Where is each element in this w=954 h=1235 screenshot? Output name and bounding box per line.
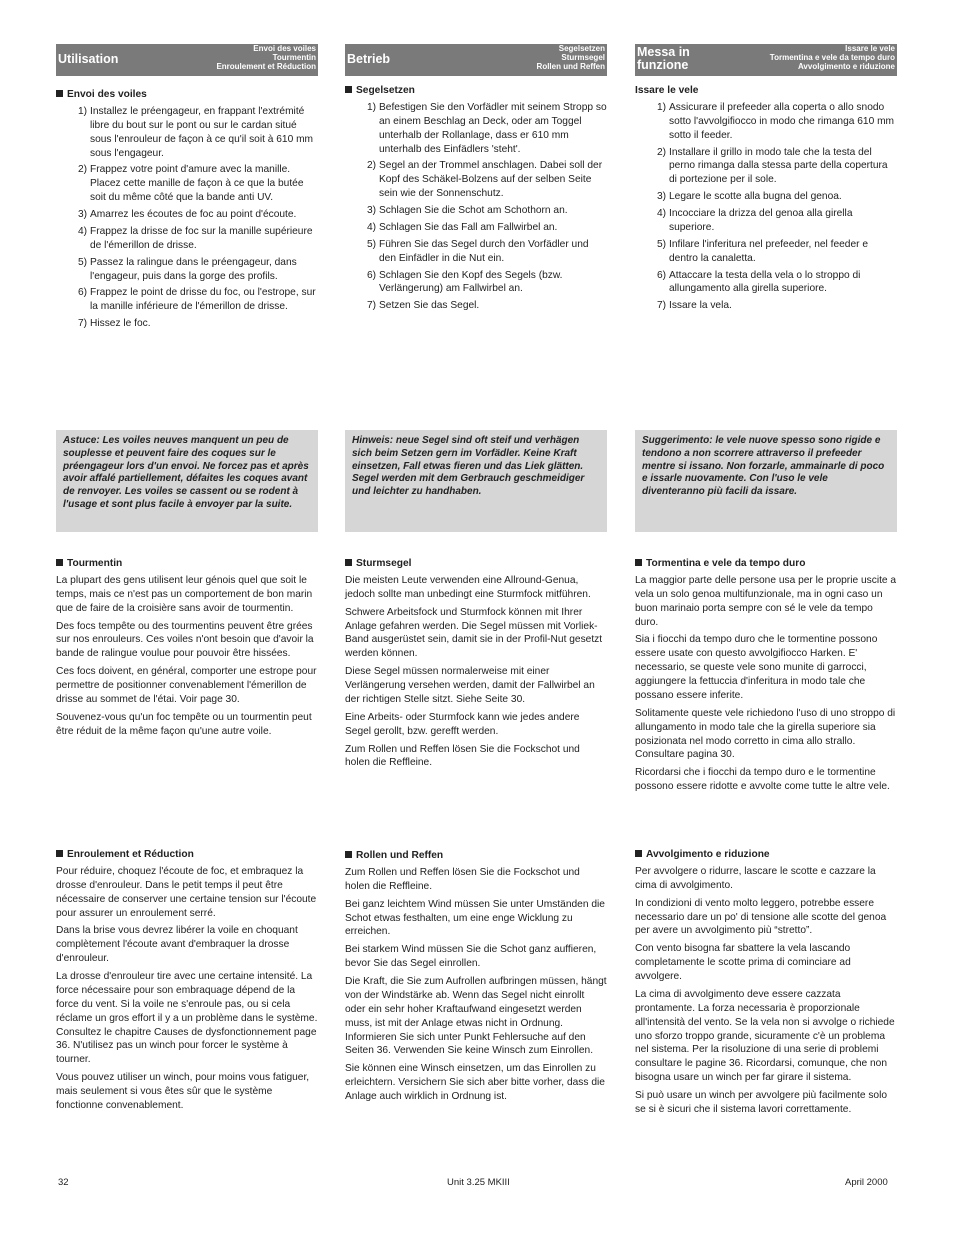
section-storm-sails	[56, 557, 318, 743]
bullet-square-icon	[345, 851, 352, 858]
paragraph: Diese Segel müssen normalerweise mit einer Verlängerung versehen werden, damit der Fallwirbel an der richtigen Stelle sitzt. Siehe Seite 30.	[345, 666, 595, 705]
list-item: 5) Passez la ralingue dans le préengageur, dans l'engageur, puis dans la gorge des profils.	[77, 256, 297, 282]
list-item: 6) Frappez le point de drisse du foc, ou l'estrope, sur la manille inférieure de l'émerillon de drisse.	[77, 287, 316, 313]
section-header-bar	[635, 44, 897, 76]
paragraph: Eine Arbeits- oder Sturmfock kann wie jedes andere Segel gerollt, bzw. gerefft werden.	[345, 711, 580, 737]
header-topic: Avvolgimento e riduzione	[797, 62, 895, 72]
header-topic: Rollen und Reffen	[536, 62, 605, 72]
section-header-bar	[345, 44, 607, 76]
list-item: 2) Installare il grillo in modo tale che la testa del perno rimanga dalla stessa parte della copertura di portezione per il sole.	[656, 146, 888, 186]
list-item: 3) Amarrez les écoutes de foc au point d'écoute.	[77, 209, 297, 220]
steps-list	[56, 105, 318, 331]
paragraph: Si può usare un winch per avvolgere più facilmente solo se si è sicuri che il sistema lavori correttamente.	[635, 1090, 888, 1115]
tip-box: Astuce: Les voiles neuves manquent un peu de souplesse et peuvent faire des coques sur le préengageur lors d'un envoi. Ne forcez pas et après avoir affalé partiellement, défaites les coques avant de renvoyer. Les voiles se cassent ou se rodent à l'usage et sont plus facile à envoyer par la suite.	[56, 430, 318, 532]
tip-box: Hinweis: neue Segel sind oft steif und verhägen sich beim Setzen gern im Vorfädler. Keine Kraft einsetzen, Fall etwas fieren und das Liek glätten. Segel werden mit dem Gerbrauch geschmeidiger und leichter zu handhaben.	[345, 430, 607, 532]
paragraph: Vous pouvez utiliser un winch, pour moins vous fatiguer, mais seulement si vous êtes sûr que le système fonctionne convenablement.	[56, 1072, 310, 1111]
steps-list	[345, 101, 607, 313]
header-topics	[770, 44, 895, 72]
list-item: 6) Attaccare la testa della vela o lo stroppo di allungamento alla girella superiore.	[656, 269, 861, 295]
paragraph: Ricordarsi che i fiocchi da tempo duro e le tormentine possono essere ridotte e avvolte come tutte le altre vele.	[635, 767, 890, 793]
paragraph: Bei starkem Wind müssen Sie die Schot ganz auffieren, bevor Sie das Segel einrollen.	[345, 944, 597, 970]
section-storm-sails	[635, 557, 897, 798]
paragraph: Die Kraft, die Sie zum Aufrollen aufbringen müssen, hängt von der Windstärke ab. Wenn das Segel nicht einrollt oder ein sehr hoher Kraftaufwand eingesetzt werden muss, ist mit der Anlage etwas nicht in Ordnung. Informieren Sie sich unter Punkt Fehlersuche auf den Seiten 36. Verwenden Sie keine Winsch zum Einrollen.	[345, 976, 607, 1057]
section-heading: Avvolgimento e riduzione	[635, 848, 897, 862]
paragraph: La maggior parte delle persone usa per le proprie uscite a vela un solo genoa multifunzionale, ma in ogni caso un buon marinaio porta sempre con sé le vele da tempo duro.	[635, 574, 897, 628]
column-title: Messa in funzione	[637, 45, 690, 73]
list-item: 7) Setzen Sie das Segel.	[366, 300, 480, 312]
column-italian	[635, 44, 897, 1115]
section-heading: Envoi des voiles	[56, 88, 318, 102]
paragraph: Zum Rollen und Reffen lösen Sie die Fockschot und holen die Reffleine.	[345, 866, 580, 892]
paragraph: Sie können eine Winsch einsetzen, um das Einrollen zu erleichtern. Versichern Sie sich aber bitte vorher, dass die Anlage auch wirklich in Ordnung ist.	[345, 1063, 605, 1102]
header-topic: Tormentina e vele da tempo duro	[769, 53, 895, 63]
section-heading: Tourmentin	[56, 557, 318, 571]
paragraph: Bei ganz leichtem Wind müssen Sie unter Umständen die Schot etwas festhalten, um eine enge Wicklung zu erreichen.	[345, 898, 605, 938]
list-item: 1) Assicurare il prefeeder alla coperta o allo snodo sotto l'avvolgifiocco in modo che rimanga 610 mm sotto il feeder.	[656, 101, 895, 141]
list-item: 1) Installez le préengageur, en frappant l'extrémité libre du bout sur le pont ou sur le cardan situé sous l'enrouleur de façon à ce qu'il soit à 610 mm sous l'engageur.	[77, 105, 314, 159]
date-label: April 2000	[845, 1177, 888, 1188]
column-title: Betrieb	[347, 52, 391, 66]
header-topic: Issare le vele	[845, 44, 895, 53]
header-topics	[537, 44, 605, 72]
header-topics	[216, 44, 316, 72]
section-heading: Tormentina e vele da tempo duro	[635, 557, 897, 571]
section-hoisting	[635, 84, 897, 316]
unit-label: Unit 3.25 MKIII	[447, 1177, 510, 1188]
steps-list	[635, 101, 897, 313]
list-item: 1) Befestigen Sie den Vorfädler mit seinem Stropp so an einem Beschlag an Deck, oder am Toggel unterhalb der Rollanlage, dass er 610 mm unterhalb des Einfädlers 'steht'.	[366, 101, 607, 155]
bullet-square-icon	[635, 850, 642, 857]
list-item: 3) Legare le scotte alla bugna del genoa.	[656, 191, 842, 203]
list-item: 7) Issare la vela.	[656, 300, 732, 312]
paragraph: La plupart des gens utilisent leur génois quel que soit le temps, mais ce n'est pas un comportement de bon marin que de faire de la croisière sans avoir de tourmentin.	[56, 574, 313, 614]
section-furling	[345, 849, 607, 1108]
paragraph: In condizioni di vento molto leggero, potrebbe essere necessario dare un po' di tensione alle scotte del genoa per avere un avvolgimento più “stretto”.	[635, 897, 887, 937]
paragraph: Des focs tempête ou des tourmentins peuvent être grées sur nos enrouleurs. Ces voiles n'ont besoin que d'avoir la bande de ralingue voulue pour pouvoir être hissées.	[56, 620, 314, 660]
column-french	[56, 44, 318, 1111]
bullet-square-icon	[56, 90, 63, 97]
column-german	[345, 44, 607, 1102]
paragraph: Dans la brise vous devrez libérer la voile en choquant complètement l'écoute avant d'embraquer la drosse d'enrouleur.	[56, 925, 298, 965]
section-heading: Segelsetzen	[345, 84, 607, 98]
list-item: 7) Hissez le foc.	[77, 318, 151, 330]
bullet-square-icon	[635, 559, 642, 566]
list-item: 5) Infilare l'inferitura nel prefeeder, nel feeder e dentro la canaletta.	[656, 238, 869, 264]
list-item: 6) Schlagen Sie den Kopf des Segels (bzw. Verlängerung) am Fallwirbel an.	[366, 269, 563, 295]
paragraph: La drosse d'enrouleur tire avec une certaine intensité. La force nécessaire pour son embraquage dépend de la force du vent. Si la voile ne s'enroule pas, ou si cela réclame un gros effort il y a un problème dans le système. Consultez le chapitre Causes de dysfonctionnement page 36. N'utilisez pas un winch pour forcer le système à tourner.	[56, 971, 318, 1066]
section-hoisting	[56, 88, 318, 334]
header-topic: Tourmentin	[272, 53, 316, 63]
section-header-bar	[56, 44, 318, 76]
page-number: 32	[58, 1177, 69, 1188]
paragraph: Pour réduire, choquez l'écoute de foc, et embraquez la drosse d'enrouleur. Dans le petit temps il peut être nécessaire de conserver une certaine tension sur l'écoute pour assurer un enroulement serré.	[56, 865, 317, 919]
paragraph: Ces focs doivent, en général, comporter une estrope pour permettre de positionner convenablement l'émerillon de drisse au sommet de l'étai. Voir page 30.	[56, 666, 317, 705]
paragraph: Schwere Arbeitsfock und Sturmfock können mit Ihrer Anlage gefahren werden. Die Segel müssen mit Vorliek-Band ausgerüstet sein, damit sie in der Profil-Nut gesetzt werden können.	[345, 606, 603, 660]
list-item: 2) Segel an der Trommel anschlagen. Dabei soll der Kopf des Schäkel-Bolzens auf der selben Seite sein wie der Sonnenschutz.	[366, 160, 603, 200]
section-hoisting	[345, 84, 607, 316]
section-heading: Enroulement et Réduction	[56, 848, 318, 862]
bullet-square-icon	[345, 86, 352, 93]
list-item: 4) Frappez la drisse de foc sur la manille supérieure de l'émerillon de drisse.	[77, 225, 313, 251]
paragraph: Con vento bisogna far sbattere la vela lascando completamente le scotte prima di cominciare ad avvolgere.	[635, 943, 851, 982]
section-heading: Issare le vele	[635, 85, 699, 96]
header-topic: Envoi des voiles	[253, 44, 316, 53]
list-item: 4) Incocciare la drizza del genoa alla girella superiore.	[656, 208, 853, 233]
section-heading: Sturmsegel	[345, 557, 607, 571]
paragraph: Souvenez-vous qu'un foc tempête ou un tourmentin peut être réduit de la même façon qu'une autre voile.	[56, 711, 312, 737]
paragraph: Die meisten Leute verwenden eine Allround-Genua, jedoch sollte man unbedingt eine Sturmfock mitführen.	[345, 574, 591, 600]
bullet-square-icon	[56, 850, 63, 857]
list-item: 3) Schlagen Sie die Schot am Schothorn an.	[366, 205, 568, 216]
paragraph: Sia i fiocchi da tempo duro che le tormentine possono essere usate con questo avvolgifiocco Harken. E' necessario, se queste vele sono munite di garrocci, aggiungere la fettuccia d'inferitura in modo tale che possano essere inferite.	[635, 634, 878, 701]
paragraph: Zum Rollen und Reffen lösen Sie die Fockschot und holen die Reffleine.	[345, 743, 580, 769]
section-heading: Rollen und Reffen	[345, 849, 607, 863]
section-furling	[635, 848, 897, 1121]
section-furling	[56, 848, 318, 1117]
header-topic: Segelsetzen	[558, 44, 605, 53]
list-item: 4) Schlagen Sie das Fall am Fallwirbel an.	[366, 221, 558, 233]
paragraph: Per avvolgere o ridurre, lascare le scotte e cazzare la cima di avvolgimento.	[635, 865, 876, 891]
tip-box: Suggerimento: le vele nuove spesso sono rigide e tendono a non scorrere attraverso il prefeeder mentre si issano. Non forzarle, ammainarle di poco e issarle nuovamente. Con l'uso le vele diventeranno più facili da issare.	[635, 430, 897, 532]
bullet-square-icon	[56, 559, 63, 566]
bullet-square-icon	[345, 559, 352, 566]
header-topic: Sturmsegel	[561, 53, 605, 63]
paragraph: La cima di avvolgimento deve essere cazzata prontamente. La forza necessaria è proporzionale all'intensità del vento. Se la vela non si avvolge o richiede uno sforzo troppo grande, sicuramente c'è un problema nel sistema. Per la risoluzione di una serie di problemi consultare le pagine 36. Ricordarsi, comunque, che non bisogna usare un winch per far girare il sistema.	[635, 988, 895, 1084]
section-storm-sails	[345, 557, 607, 774]
paragraph: Solitamente queste vele richiedono l'uso di uno stroppo di allungamento in modo tale che la girella superiore sia posizionata nel modo corretto in cima allo strallo. Consultare pagina 30.	[635, 707, 896, 761]
column-title: Utilisation	[58, 52, 119, 66]
list-item: 2) Frappez votre point d'amure avec la manille. Placez cette manille de façon à ce que la butée soit du même côté que la bande anti UV.	[77, 164, 304, 204]
header-topic: Enroulement et Réduction	[216, 62, 316, 72]
list-item: 5) Führen Sie das Segel durch den Vorfädler und den Einfädler in die Nut ein.	[366, 238, 589, 264]
